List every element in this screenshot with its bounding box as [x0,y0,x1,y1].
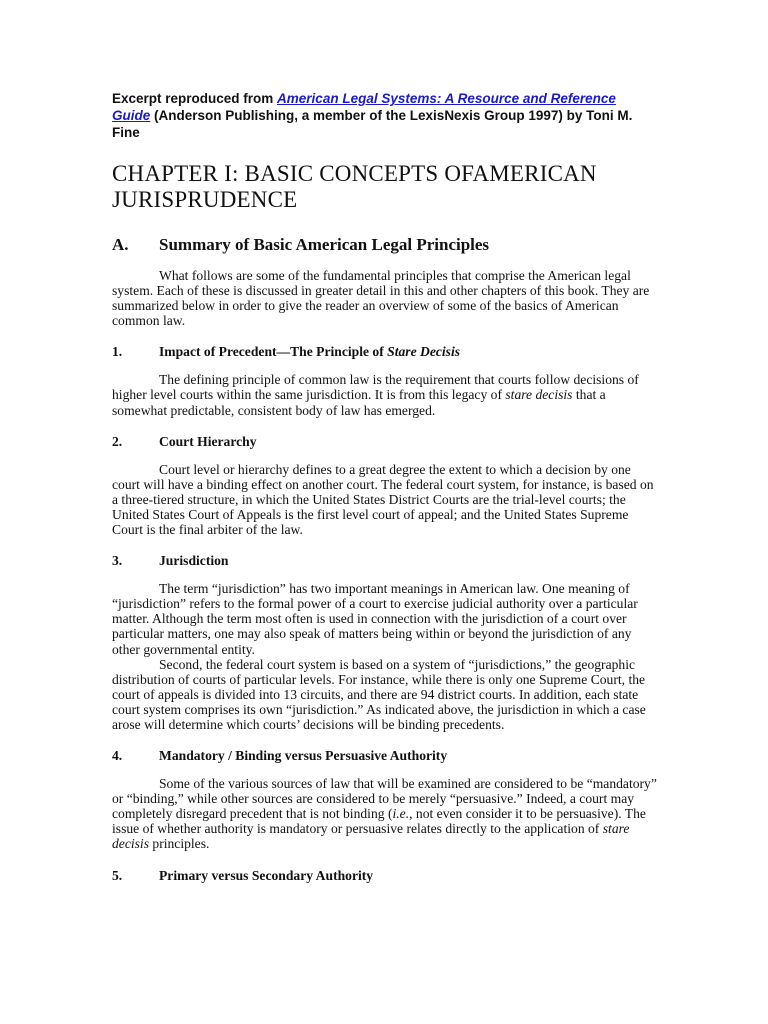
excerpt-prefix: Excerpt reproduced from [112,91,278,106]
book-title-link[interactable]: American Legal Systems: A Resource and Reference Guide [112,91,616,123]
item-3-paragraph-2: Second, the federal court system is based on a system of “jurisdictions,” the geographic distribution of courts of particular levels. For instance, while there is only one Supreme Court, the court of appeals is divided into 13 circuits, and there are 94 district courts. In addition, each state court system comprises its own “jurisdiction.” As indicated above, the jurisdiction in which a case arose will determine which courts’ decisions will be binding precedents. [112,656,646,732]
item-2-title: Court Hierarchy [159,433,257,449]
item-4-paragraph [112,776,657,851]
section-a-title: Summary of Basic American Legal Principles [159,235,490,254]
item-1-paragraph [112,372,657,417]
item-2-number: 2. [112,433,123,449]
section-a-heading [112,235,657,255]
item-5-title: Primary versus Secondary Authority [159,867,374,883]
item-1-text-em: stare decisis [505,387,573,403]
item-4-text-em-1: i.e. [392,806,410,822]
item-2-heading [112,434,657,450]
item-4-text-b: , not even consider it to be persuasive). The issue of whether authority is mandatory or persuasive relates directly to the application of [112,806,646,837]
item-3-paragraph-1: The term “jurisdiction” has two important meanings in American law. One meaning of “jurisdiction” refers to the formal power of a court to exercise judicial authority over a particular matter. Although the term most often is used in connection with the jurisdiction of a court over particular matters, one may also speak of matters being within or beyond the jurisdiction of any other governmental entity. [112,581,638,657]
item-1-title [159,344,460,360]
item-2-paragraph: Court level or hierarchy defines to a great degree the extent to which a decision by one court will have a binding effect on another court. The federal court system, for instance, is based on a three-tiered structure, in which the United States District Courts are the trial-level courts; the United States Court of Appeals is the first level court of appeal; and the United States Supreme Court is the final arbiter of the law. [112,461,654,538]
section-a-number: A. [112,235,129,254]
item-1-text-b: that a somewhat predictable, consistent body of law has emerged. [112,387,606,418]
item-3-heading [112,553,657,569]
item-4-text-em-2: stare decisis [112,821,630,852]
item-1-heading [112,344,657,360]
item-4-text-a: Some of the various sources of law that will be examined are considered to be “mandatory” or “binding,” while other sources are considered to be merely “persuasive.” Indeed, a court may completely disregard precedent that is not binding ( [112,776,657,822]
item-5-heading [112,868,657,884]
item-4-number: 4. [112,748,123,764]
item-4-title: Mandatory / Binding versus Persuasive Authority [159,748,448,764]
item-1-text-a: The defining principle of common law is the requirement that courts follow decisions of higher level courts within the same jurisdiction. It is from this legacy of [112,372,639,403]
section-a-intro: What follows are some of the fundamental principles that comprise the American legal system. Each of these is discussed in greater detail in this and other chapters of this book. They are summarized below in order to give the reader an overview of some of the basics of American common law. [112,268,650,329]
item-3-title: Jurisdiction [159,553,229,569]
item-4-heading [112,748,657,764]
item-1-title-italic: Stare Decisis [387,344,461,360]
document-page [112,90,657,884]
item-3-number: 3. [112,553,123,569]
item-1-title-plain: Impact of Precedent—The Principle of [159,344,388,360]
item-1-number: 1. [112,344,123,360]
item-5-number: 5. [112,867,123,883]
excerpt-citation [112,90,657,141]
excerpt-suffix: (Anderson Publishing, a member of the LexisNexis Group 1997) by Toni M. Fine [112,108,633,140]
item-4-text-c: principles. [149,836,210,852]
chapter-title: CHAPTER I: BASIC CONCEPTS OFAMERICAN JURISPRUDENCE [112,161,597,212]
